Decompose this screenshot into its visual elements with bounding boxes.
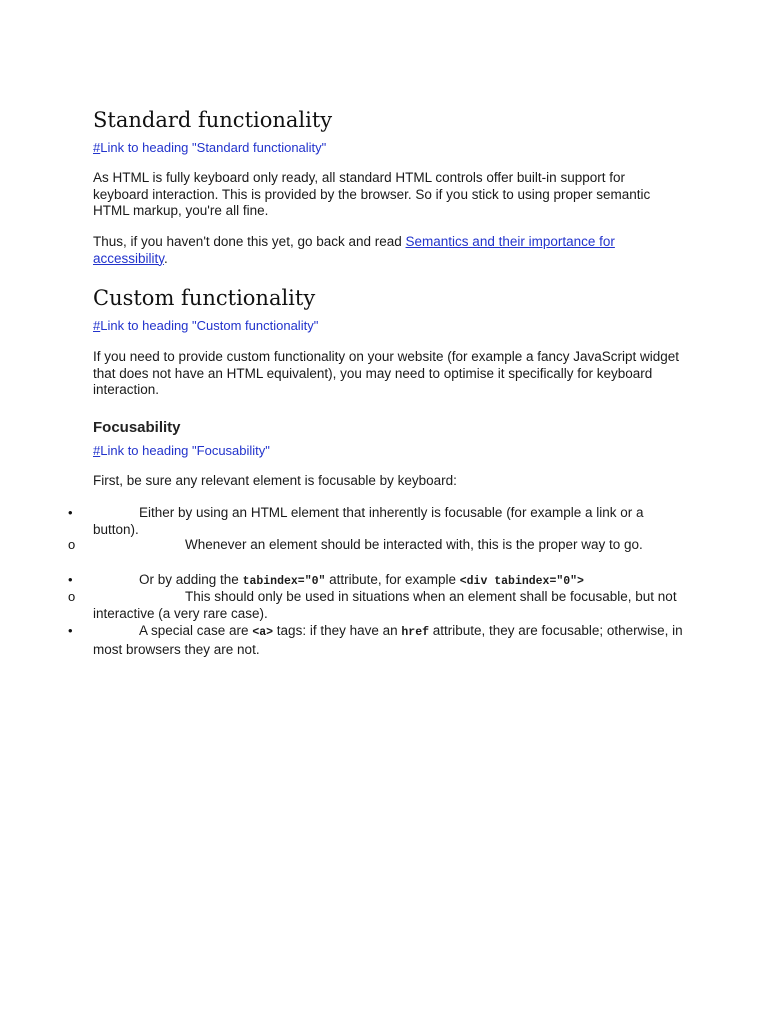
bullet-circle: o bbox=[68, 537, 76, 552]
code-tabindex-attribute: tabindex="0" bbox=[242, 575, 326, 588]
heading-custom-functionality: Custom functionality bbox=[93, 286, 316, 310]
semantics-link[interactable]: Semantics and their importance for accessibility bbox=[93, 234, 615, 266]
list-item-text: This should only be used in situations when an element shall be focusable, but not interactive (a very rare case). bbox=[93, 589, 677, 621]
code-href: href bbox=[401, 626, 429, 639]
paragraph-go-back-and-read bbox=[93, 234, 683, 267]
anchor-link-text[interactable]: Link to heading "Focusability" bbox=[100, 443, 270, 458]
list-item-text: attribute, they are focusable; otherwise, in most browsers they are not. bbox=[93, 623, 683, 657]
list-item-anchor-tags bbox=[93, 623, 683, 658]
paragraph-prefix: Thus, if you haven't done this yet, go back and read bbox=[93, 234, 406, 249]
anchor-link-standard-functionality[interactable] bbox=[93, 140, 326, 155]
list-item-text: attribute, for example bbox=[325, 572, 460, 587]
anchor-link-text[interactable]: Link to heading "Standard functionality" bbox=[100, 140, 327, 155]
list-item-text: Either by using an HTML element that inherently is focusable (for example a link or a button). bbox=[93, 505, 644, 537]
heading-focusability: Focusability bbox=[93, 419, 181, 436]
anchor-link-custom-functionality[interactable] bbox=[93, 318, 318, 333]
list-item-inherently-focusable bbox=[93, 505, 683, 538]
anchor-hash[interactable]: # bbox=[93, 140, 101, 155]
bullet-circle: o bbox=[68, 589, 76, 604]
code-a-tag: <a> bbox=[252, 626, 274, 639]
list-item-text: Whenever an element should be interacted with, this is the proper way to go. bbox=[185, 537, 643, 552]
bullet-disc: • bbox=[68, 572, 73, 587]
code-div-tabindex: <div tabindex="0"> bbox=[459, 575, 584, 588]
bullet-disc: • bbox=[68, 623, 73, 638]
anchor-link-text[interactable]: Link to heading "Custom functionality" bbox=[100, 318, 319, 333]
list-item-text: Or by adding the bbox=[139, 572, 243, 587]
anchor-hash[interactable]: # bbox=[93, 318, 101, 333]
bullet-disc: • bbox=[68, 505, 73, 520]
anchor-link-focusability[interactable] bbox=[93, 443, 270, 458]
list-item-text: A special case are bbox=[139, 623, 253, 638]
paragraph-focusability-intro: First, be sure any relevant element is focusable by keyboard: bbox=[93, 473, 457, 488]
anchor-hash[interactable]: # bbox=[93, 443, 101, 458]
paragraph-custom-functionality: If you need to provide custom functionality on your website (for example a fancy JavaScript widget that does not have an HTML equivalent), you may need to optimise it specifically for keyboard interaction. bbox=[93, 349, 680, 397]
sub-list-item-proper-way bbox=[93, 537, 683, 554]
sub-list-item-rare-case bbox=[93, 589, 683, 622]
list-item-text: tags: if they have an bbox=[273, 623, 402, 638]
list-item-tabindex bbox=[93, 572, 683, 591]
paragraph-suffix: . bbox=[164, 250, 168, 266]
paragraph-keyboard-ready: As HTML is fully keyboard only ready, all standard HTML controls offer built-in support for keyboard interaction. This is provided by the browser. So if you stick to using proper semantic HTML markup, you're all fine. bbox=[93, 170, 651, 218]
heading-standard-functionality: Standard functionality bbox=[93, 108, 333, 132]
